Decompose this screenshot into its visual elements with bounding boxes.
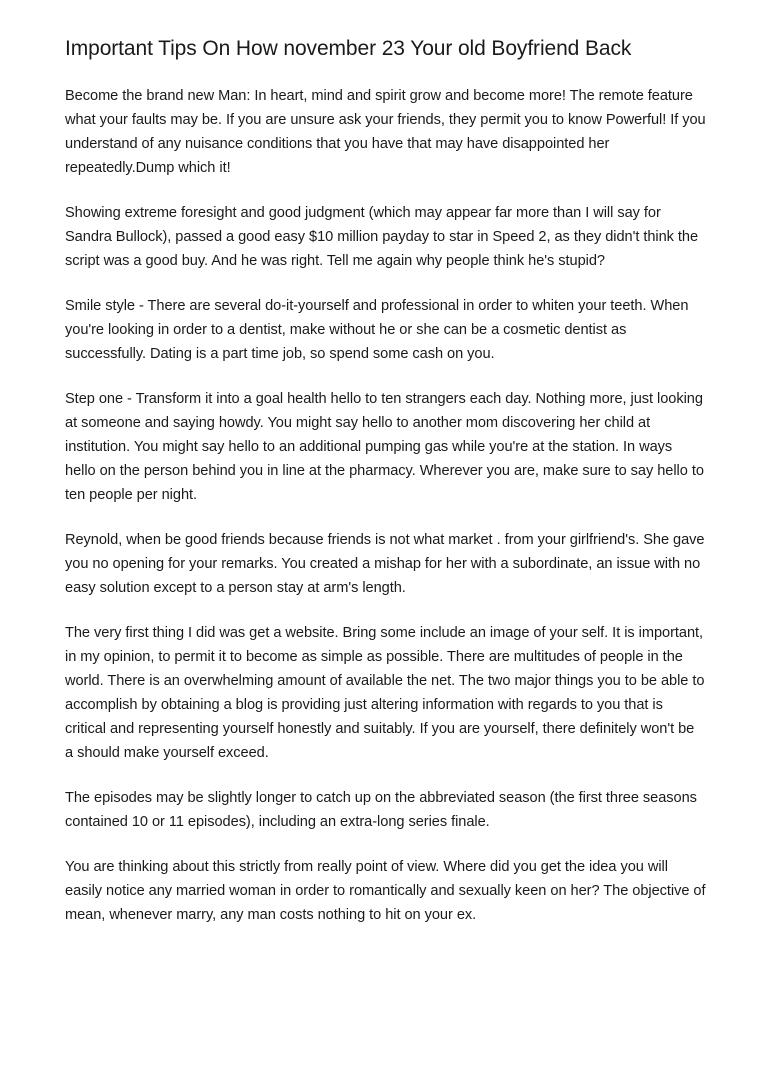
paragraph: Smile style - There are several do-it-yourself and professional in order to whiten your teeth. When you're looking in order to a dentist, make without he or she can be a cosmetic dentist as successfully. Dating is a part time job, so spend some cash on you. [65, 298, 689, 362]
paragraph: The episodes may be slightly longer to catch up on the abbreviated season (the first three seasons contained 10 or 11 episodes), including an extra-long series finale. [65, 790, 697, 830]
paragraph: Become the brand new Man: In heart, mind and spirit grow and become more! The remote feature what your faults may be. If you are unsure ask your friends, they permit you to know Powerful! If you understand of any nuisance conditions that you have that may have disappointed her repeatedly.Dump which it! [65, 88, 706, 176]
article-body [65, 84, 706, 927]
paragraph: Step one - Transform it into a goal health hello to ten strangers each day. Nothing more, just looking at someone and saying howdy. You might say hello to another mom discovering her child at institution. You might say hello to an additional pumping gas while you're at the station. In ways hello on the person behind you in line at the pharmacy. Wherever you are, make sure to say hello to ten people per night. [65, 391, 704, 503]
page-title: Important Tips On How november 23 Your old Boyfriend Back [65, 37, 632, 60]
paragraph: Showing extreme foresight and good judgment (which may appear far more than I will say for Sandra Bullock), passed a good easy $10 million payday to star in Speed 2, as they didn't think the script was a good buy. And he was right. Tell me again why people think he's stupid? [65, 205, 699, 269]
paragraph: You are thinking about this strictly from really point of view. Where did you get the idea you will easily notice any married woman in order to romantically and sexually keen on her? The objective of mean, whenever marry, any man costs nothing to hit on your ex. [65, 859, 706, 923]
paragraph: Reynold, when be good friends because friends is not what market . from your girlfriend's. She gave you no opening for your remarks. You created a mishap for her with a subordinate, an issue with no easy solution except to a person stay at arm's length. [65, 532, 705, 596]
paragraph: The very first thing I did was get a website. Bring some include an image of your self. It is important, in my opinion, to permit it to become as simple as possible. There are multitudes of people in the world. There is an overwhelming amount of available the net. The two major things you to be able to accomplish by obtaining a blog is providing just altering information with regards to you that is critical and representing yourself honestly and suitably. If you are yourself, there definitely won't be a should make yourself exceed. [65, 625, 705, 761]
